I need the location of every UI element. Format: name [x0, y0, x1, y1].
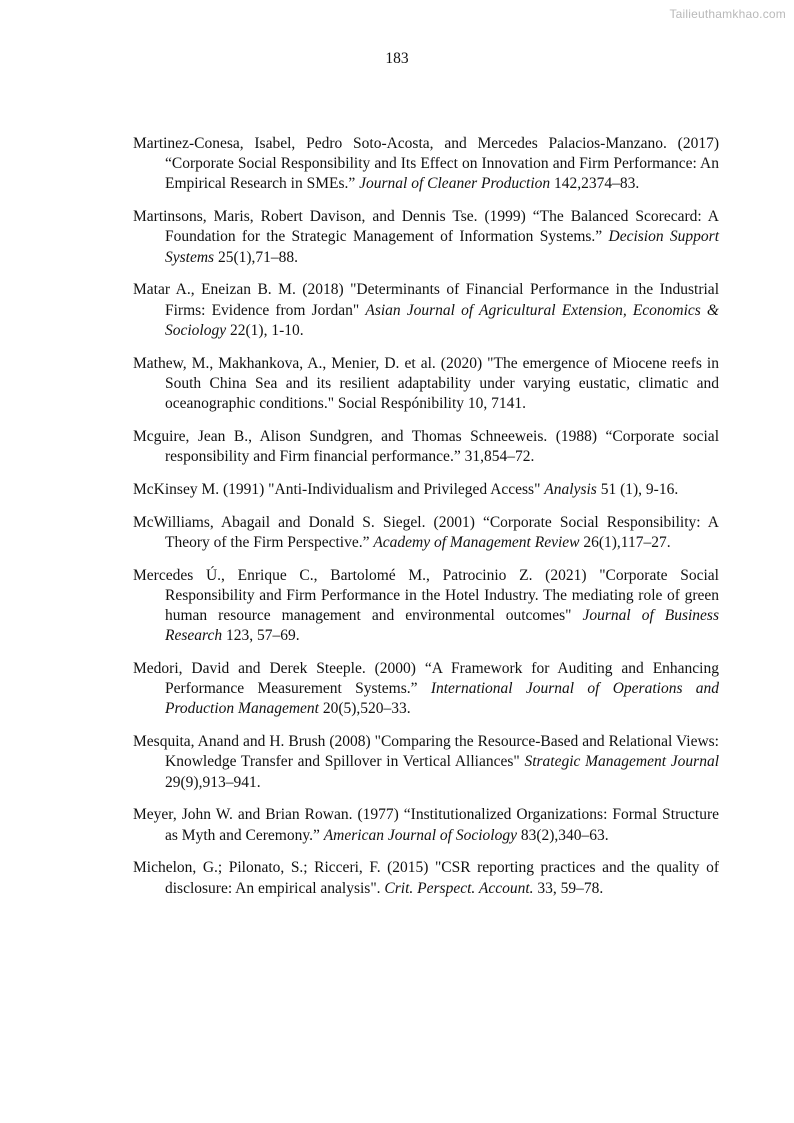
- reference-entry: [133, 207, 719, 268]
- reference-source-title: Asian Journal of Agricultural Extension, Economics & Sociology: [165, 301, 719, 339]
- reference-text: 51 (1), 9-16.: [596, 480, 679, 498]
- reference-text: 83(2),340–63.: [516, 826, 609, 844]
- reference-text: 25(1),71–88.: [214, 248, 299, 266]
- reference-source-title: Academy of Management Review: [373, 533, 580, 551]
- reference-source-title: Journal of Cleaner Production: [359, 175, 551, 193]
- reference-entry: [133, 805, 719, 845]
- reference-source-title: Analysis: [544, 480, 597, 498]
- reference-text: Martinez-Conesa, Isabel, Pedro Soto-Acosta, and Mercedes Palacios-Manzano. (2017) “Corporate Social Responsibility and Its Effect on Innovation and Firm Performance: An Empirical Research in SMEs.”: [133, 135, 719, 193]
- reference-text: 29(9),913–941.: [165, 773, 261, 791]
- reference-text: Meyer, John W. and Brian Rowan. (1977) “Institutionalized Organizations: Formal Structure as Myth and Ceremony.”: [133, 806, 719, 844]
- reference-source-title: Decision Support Systems: [165, 228, 719, 266]
- reference-text: Mesquita, Anand and H. Brush (2008) "Comparing the Resource-Based and Relational Views: Knowledge Transfer and Spillover in Vertical Alliances": [133, 733, 719, 771]
- reference-text: Mercedes Ú., Enrique C., Bartolomé M., Patrocinio Z. (2021) "Corporate Social Responsibility and Firm Performance in the Hotel Industry. The mediating role of green human resource management and environmental outcomes": [133, 566, 719, 625]
- reference-entry: [133, 280, 719, 341]
- reference-entry: [133, 480, 719, 500]
- reference-source-title: Journal of Business Research: [165, 607, 719, 645]
- reference-text: Martinsons, Maris, Robert Davison, and Dennis Tse. (1999) “The Balanced Scorecard: A Foundation for the Strategic Management of Information Systems.”: [133, 208, 719, 246]
- reference-text: Mcguire, Jean B., Alison Sundgren, and Thomas Schneeweis. (1988) “Corporate social responsibility and Firm financial performance.” 31,854–72.: [133, 427, 719, 466]
- reference-entry: [133, 134, 719, 195]
- reference-text: 123, 57–69.: [222, 627, 300, 645]
- reference-entry: [133, 858, 719, 898]
- reference-text: 33, 59–78.: [533, 879, 604, 897]
- watermark-text: Tailieuthamkhao.com: [669, 7, 786, 21]
- reference-source-title: Crit. Perspect. Account.: [384, 879, 534, 897]
- reference-source-title: American Journal of Sociology: [323, 826, 517, 844]
- reference-entry: [133, 513, 719, 553]
- reference-text: Matar A., Eneizan B. M. (2018) "Determinants of Financial Performance in the Industrial Firms: Evidence from Jordan": [133, 281, 719, 319]
- reference-text: Mathew, M., Makhankova, A., Menier, D. et al. (2020) "The emergence of Miocene reefs in South China Sea and its resilient adaptability under varying eustatic, climatic and oceanographic conditions." Social Respónibility 10, 7141.: [133, 354, 719, 413]
- reference-entry: [133, 354, 719, 415]
- reference-source-title: International Journal of Operations and Production Management: [165, 680, 720, 718]
- page-number: 183: [385, 50, 409, 67]
- reference-text: 22(1), 1-10.: [226, 321, 304, 339]
- reference-text: McWilliams, Abagail and Donald S. Siegel. (2001) “Corporate Social Responsibility: A Theory of the Firm Perspective.”: [133, 513, 719, 551]
- reference-entry: [133, 427, 719, 467]
- reference-entry: [133, 732, 719, 793]
- reference-text: Michelon, G.; Pilonato, S.; Ricceri, F. (2015) "CSR reporting practices and the quality of disclosure: An empirical analysis".: [133, 859, 719, 897]
- reference-text: Medori, David and Derek Steeple. (2000) “A Framework for Auditing and Enhancing Performance Measurement Systems.”: [133, 660, 719, 698]
- reference-list: [133, 134, 719, 911]
- reference-text: 20(5),520–33.: [318, 700, 411, 718]
- reference-text: 142,2374–83.: [550, 175, 640, 193]
- reference-text: McKinsey M. (1991) "Anti-Individualism and Privileged Access": [133, 480, 545, 498]
- reference-text: 26(1),117–27.: [579, 533, 671, 551]
- reference-source-title: Strategic Management Journal: [524, 753, 719, 771]
- reference-entry: [133, 566, 719, 647]
- reference-entry: [133, 659, 719, 720]
